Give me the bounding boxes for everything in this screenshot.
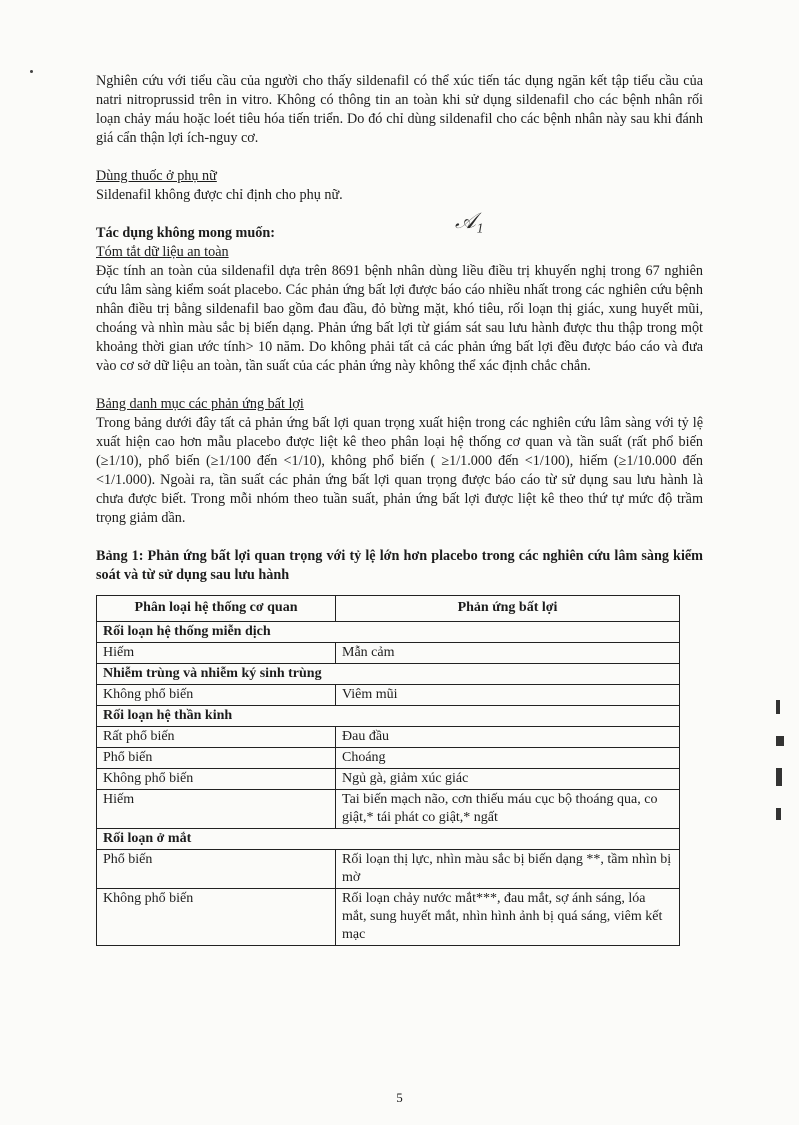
women-heading: Dùng thuốc ở phụ nữ <box>96 168 217 184</box>
list-heading: Bảng danh mục các phản ứng bất lợi <box>96 396 304 412</box>
table-body <box>97 622 680 946</box>
adverse-section <box>96 224 703 376</box>
table-row <box>97 727 680 748</box>
frequency-cell: Rất phổ biến <box>97 727 336 748</box>
scan-dot <box>30 70 33 73</box>
women-section <box>96 167 703 205</box>
frequency-cell: Hiếm <box>97 790 336 829</box>
women-text: Sildenafil không được chỉ định cho phụ nữ. <box>96 187 343 203</box>
adverse-heading: Tác dụng không mong muốn: <box>96 225 275 241</box>
frequency-cell: Phổ biến <box>97 850 336 889</box>
adverse-reactions-table <box>96 595 680 946</box>
page-number: 5 <box>396 1090 403 1105</box>
frequency-cell: Hiếm <box>97 643 336 664</box>
table-category-row <box>97 706 680 727</box>
table-category-row <box>97 664 680 685</box>
frequency-cell: Không phổ biến <box>97 769 336 790</box>
reaction-cell: Mẫn cảm <box>336 643 680 664</box>
table-row <box>97 643 680 664</box>
table-row <box>97 769 680 790</box>
handwritten-mark: 𝒜₁ <box>455 208 484 233</box>
category-cell: Rối loạn hệ thần kinh <box>97 706 680 727</box>
table-row <box>97 790 680 829</box>
list-text: Trong bảng dưới đây tất cả phản ứng bất lợi quan trọng xuất hiện trong các nghiên cứu lâm sàng với tỷ lệ xuất hiện cao hơn mẫu placebo được liệt kê theo phân loại hệ thống cơ quan và tần suất (rất phổ biến (≥1/10), phổ biến (≥1/100 đến <1/10), không phổ biến ( ≥1/1.000 đến <1/100), hiếm (≥1/10.000 đến <1/1.000). Ngoài ra, tần suất các phản ứng bất lợi quan trọng được báo cáo từ sử dụng sau lưu hành là chưa được biết. Trong mỗi nhóm theo tuần suất, phản ứng bất lợi được liệt kê theo thứ tự mức độ trầm trọng giảm dần. <box>96 415 703 526</box>
category-cell: Nhiễm trùng và nhiễm ký sinh trùng <box>97 664 680 685</box>
reaction-cell: Ngủ gà, giảm xúc giác <box>336 769 680 790</box>
table-category-row <box>97 829 680 850</box>
reaction-cell: Đau đầu <box>336 727 680 748</box>
summary-text: Đặc tính an toàn của sildenafil dựa trên 8691 bệnh nhân dùng liều điều trị khuyến nghị trong 67 nghiên cứu lâm sàng kiểm soát placebo. Các phản ứng bất lợi được báo cáo nhiều nhất trong các nghiên cứu bệnh nhân điều trị bằng sildenafil bao gồm đau đầu, đỏ bừng mặt, khó tiêu, rối loạn thị giác, xung huyết mũi, choáng và nhìn màu sắc bị biến dạng. Phản ứng bất lợi từ giám sát sau lưu hành được thu thập trong một khoảng thời gian ước tính> 10 năm. Do không phải tất cả các phản ứng bất lợi đều được báo cáo và đưa vào cơ sở dữ liệu an toàn, tần suất của các phản ứng này không thể xác định chắc chắn. <box>96 263 703 374</box>
frequency-cell: Phổ biến <box>97 748 336 769</box>
table-title: Bảng 1: Phản ứng bất lợi quan trọng với tỷ lệ lớn hơn placebo trong các nghiên cứu lâm sàng kiểm soát và từ sử dụng sau lưu hành <box>96 548 703 583</box>
category-cell: Rối loạn ở mắt <box>97 829 680 850</box>
document-page <box>96 72 703 946</box>
intro-paragraph: Nghiên cứu với tiểu cầu của người cho thấy sildenafil có thể xúc tiến tác dụng ngăn kết tập tiểu cầu của natri nitroprussid trên in vitro. Không có thông tin an toàn khi sử dụng sildenafil cho các bệnh nhân rối loạn chảy máu hoặc loét tiêu hóa tiến triển. Do đó chỉ dùng sildenafil cho các bệnh nhân này sau khi đánh giá cẩn thận lợi ích-nguy cơ. <box>96 73 703 146</box>
category-cell: Rối loạn hệ thống miễn dịch <box>97 622 680 643</box>
reaction-cell: Choáng <box>336 748 680 769</box>
table-row <box>97 748 680 769</box>
reaction-cell: Rối loạn thị lực, nhìn màu sắc bị biến dạng **, tầm nhìn bị mờ <box>336 850 680 889</box>
table-header-row <box>97 596 680 622</box>
table-row <box>97 850 680 889</box>
frequency-cell: Không phổ biến <box>97 685 336 706</box>
reaction-cell: Viêm mũi <box>336 685 680 706</box>
table-category-row <box>97 622 680 643</box>
table-row <box>97 685 680 706</box>
reaction-cell: Tai biến mạch não, cơn thiếu máu cục bộ thoáng qua, co giật,* tái phát co giật,* ngất <box>336 790 680 829</box>
header-system-class: Phân loại hệ thống cơ quan <box>97 596 336 622</box>
table-row <box>97 889 680 946</box>
header-reaction: Phản ứng bất lợi <box>336 596 680 622</box>
frequency-cell: Không phổ biến <box>97 889 336 946</box>
summary-heading: Tóm tắt dữ liệu an toàn <box>96 244 229 260</box>
scan-edge-marks <box>776 700 796 850</box>
reaction-cell: Rối loạn chảy nước mắt***, đau mắt, sợ ánh sáng, lóa mắt, sung huyết mắt, nhìn hình ảnh bị quá sáng, viêm kết mạc <box>336 889 680 946</box>
list-section <box>96 395 703 528</box>
